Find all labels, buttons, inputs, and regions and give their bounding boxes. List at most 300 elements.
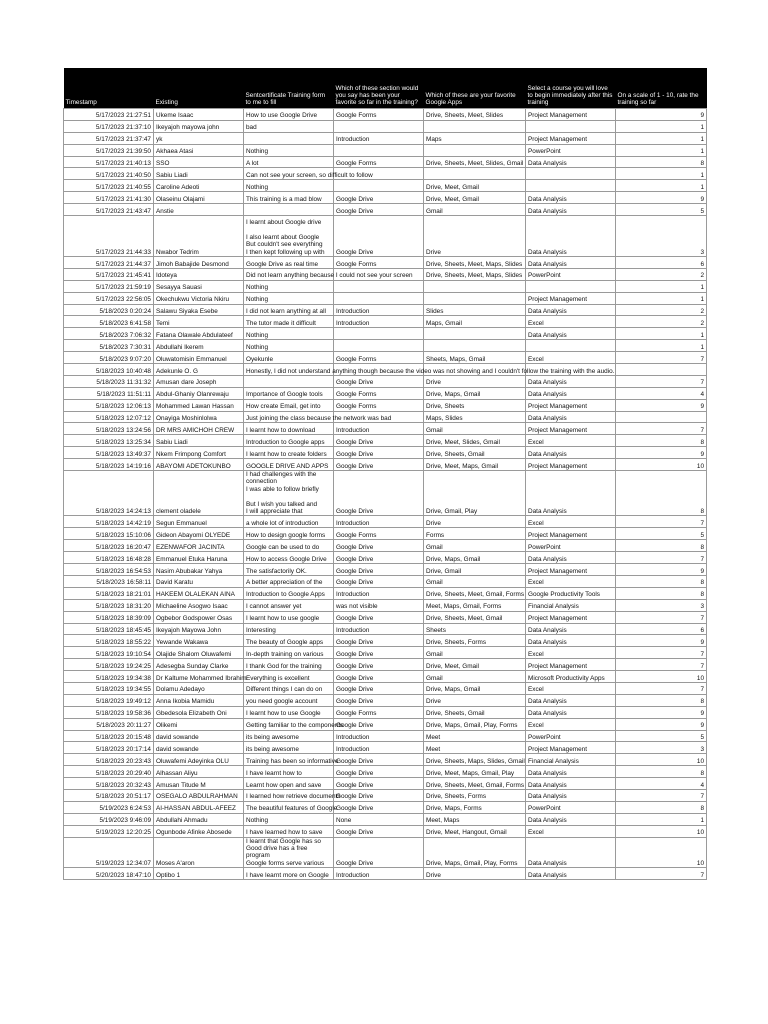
table-row[interactable]: [64, 459, 707, 471]
comment-cell[interactable]: Did not learn anything because I could not see your screen: [244, 268, 334, 280]
name-cell[interactable]: Ogunbode Afinke Abosede: [154, 825, 244, 837]
course-cell[interactable]: Data Analysis: [526, 552, 616, 564]
section-cell[interactable]: Google Drive: [334, 204, 424, 216]
comment-cell[interactable]: How to design google forms: [244, 528, 334, 540]
comment-cell[interactable]: I have learnt more on Google: [244, 868, 334, 880]
name-cell[interactable]: Olaseinu Olajami: [154, 192, 244, 204]
rating-cell[interactable]: 6: [616, 623, 707, 635]
course-cell[interactable]: Data Analysis: [526, 623, 616, 635]
section-cell[interactable]: Google Forms: [334, 257, 424, 269]
apps-cell[interactable]: Drive, Maps, Gmail, Play, Forms: [424, 718, 526, 730]
course-cell[interactable]: Excel: [526, 435, 616, 447]
timestamp-cell[interactable]: 5/18/2023 20:23:43: [64, 754, 154, 766]
comment-cell[interactable]: Nothing: [244, 340, 334, 352]
comment-cell[interactable]: I did not learn anything at all: [244, 304, 334, 316]
table-row[interactable]: [64, 340, 707, 352]
apps-cell[interactable]: [424, 144, 526, 156]
timestamp-cell[interactable]: 5/17/2023 21:44:33: [64, 216, 154, 257]
comment-cell[interactable]: bad: [244, 120, 334, 132]
timestamp-cell[interactable]: 5/18/2023 6:41:58: [64, 316, 154, 328]
rating-cell[interactable]: 1: [616, 180, 707, 192]
timestamp-cell[interactable]: 5/18/2023 14:42:19: [64, 516, 154, 528]
name-cell[interactable]: DR MRS AMICHOH CREW: [154, 423, 244, 435]
comment-cell[interactable]: Importance of Google tools: [244, 387, 334, 399]
section-cell[interactable]: Google Forms: [334, 706, 424, 718]
name-cell[interactable]: Dolamu Adedayo: [154, 682, 244, 694]
table-row[interactable]: [64, 120, 707, 132]
header-next-course[interactable]: Select a course you will love to begin immediately after this training: [526, 68, 616, 109]
header-certificate-form[interactable]: Sentcertificate Training form to me to fill: [244, 68, 334, 109]
section-cell[interactable]: Google Drive: [334, 471, 424, 516]
name-cell[interactable]: Sabiu Liadi: [154, 168, 244, 180]
table-row[interactable]: [64, 778, 707, 790]
apps-cell[interactable]: Drive, Gmail, Play: [424, 471, 526, 516]
name-cell[interactable]: SSO: [154, 156, 244, 168]
timestamp-cell[interactable]: 5/18/2023 19:49:12: [64, 694, 154, 706]
timestamp-cell[interactable]: 5/19/2023 12:34:07: [64, 837, 154, 868]
name-cell[interactable]: Amusan dare Joseph: [154, 375, 244, 387]
course-cell[interactable]: PowerPoint: [526, 540, 616, 552]
course-cell[interactable]: Excel: [526, 647, 616, 659]
section-cell[interactable]: Google Drive: [334, 447, 424, 459]
course-cell[interactable]: [526, 340, 616, 352]
rating-cell[interactable]: 7: [616, 647, 707, 659]
name-cell[interactable]: Oluwafemi Adeyinka OLU: [154, 754, 244, 766]
course-cell[interactable]: Project Management: [526, 132, 616, 144]
course-cell[interactable]: Data Analysis: [526, 387, 616, 399]
rating-cell[interactable]: 8: [616, 156, 707, 168]
section-cell[interactable]: Google Drive: [334, 552, 424, 564]
comment-cell[interactable]: its being awesome: [244, 742, 334, 754]
course-cell[interactable]: Data Analysis: [526, 216, 616, 257]
course-cell[interactable]: Data Analysis: [526, 694, 616, 706]
rating-cell[interactable]: 1: [616, 132, 707, 144]
rating-cell[interactable]: 10: [616, 671, 707, 683]
rating-cell[interactable]: 10: [616, 837, 707, 868]
section-cell[interactable]: Google Drive: [334, 837, 424, 868]
rating-cell[interactable]: 8: [616, 766, 707, 778]
timestamp-cell[interactable]: 5/18/2023 12:06:13: [64, 399, 154, 411]
rating-cell[interactable]: 8: [616, 801, 707, 813]
comment-cell[interactable]: Everything is excellent: [244, 671, 334, 683]
apps-cell[interactable]: Drive, Maps, Gmail, Play, Forms: [424, 837, 526, 868]
timestamp-cell[interactable]: 5/18/2023 11:31:32: [64, 375, 154, 387]
rating-cell[interactable]: 8: [616, 587, 707, 599]
section-cell[interactable]: [334, 292, 424, 304]
comment-cell[interactable]: I learnt how to create folders: [244, 447, 334, 459]
apps-cell[interactable]: Meet, Maps, Gmail, Forms: [424, 599, 526, 611]
course-cell[interactable]: PowerPoint: [526, 801, 616, 813]
apps-cell[interactable]: Drive: [424, 216, 526, 257]
name-cell[interactable]: ABAYOMI ADETOKUNBO: [154, 459, 244, 471]
course-cell[interactable]: Data Analysis: [526, 375, 616, 387]
course-cell[interactable]: Excel: [526, 682, 616, 694]
comment-cell[interactable]: [244, 204, 334, 216]
course-cell[interactable]: Microsoft Productivity Apps: [526, 671, 616, 683]
rating-cell[interactable]: 1: [616, 144, 707, 156]
course-cell[interactable]: Project Management: [526, 611, 616, 623]
comment-cell[interactable]: Just joining the class because the network was bad: [244, 411, 334, 423]
course-cell[interactable]: Data Analysis: [526, 706, 616, 718]
apps-cell[interactable]: [424, 340, 526, 352]
table-row[interactable]: [64, 868, 707, 880]
table-row[interactable]: [64, 635, 707, 647]
table-row[interactable]: [64, 599, 707, 611]
course-cell[interactable]: Excel: [526, 352, 616, 364]
name-cell[interactable]: Salawu Siyaka Esebe: [154, 304, 244, 316]
rating-cell[interactable]: 8: [616, 694, 707, 706]
comment-cell[interactable]: I learnt how to download: [244, 423, 334, 435]
name-cell[interactable]: Temi: [154, 316, 244, 328]
course-cell[interactable]: [526, 180, 616, 192]
timestamp-cell[interactable]: 5/17/2023 21:43:47: [64, 204, 154, 216]
table-row[interactable]: [64, 528, 707, 540]
name-cell[interactable]: Nkem Frimpong Comfort: [154, 447, 244, 459]
section-cell[interactable]: Introduction: [334, 742, 424, 754]
comment-cell[interactable]: Nothing: [244, 144, 334, 156]
name-cell[interactable]: HAKEEM OLALEKAN AINA: [154, 587, 244, 599]
apps-cell[interactable]: Drive, Gmail: [424, 564, 526, 576]
rating-cell[interactable]: 8: [616, 435, 707, 447]
table-row[interactable]: [64, 471, 707, 516]
rating-cell[interactable]: 7: [616, 868, 707, 880]
table-row[interactable]: [64, 718, 707, 730]
name-cell[interactable]: Ikeyajoh Mayowa John: [154, 623, 244, 635]
table-row[interactable]: [64, 540, 707, 552]
comment-cell[interactable]: Training has been so informative: [244, 754, 334, 766]
section-cell[interactable]: Google Drive: [334, 659, 424, 671]
course-cell[interactable]: Excel: [526, 718, 616, 730]
timestamp-cell[interactable]: 5/18/2023 18:21:01: [64, 587, 154, 599]
comment-cell[interactable]: I have learnt how to: [244, 766, 334, 778]
comment-cell[interactable]: In-depth training on various: [244, 647, 334, 659]
course-cell[interactable]: Data Analysis: [526, 766, 616, 778]
section-cell[interactable]: [334, 144, 424, 156]
name-cell[interactable]: david sowande: [154, 742, 244, 754]
timestamp-cell[interactable]: 5/18/2023 7:30:31: [64, 340, 154, 352]
course-cell[interactable]: Project Management: [526, 659, 616, 671]
apps-cell[interactable]: Drive, Maps, Gmail: [424, 387, 526, 399]
table-row[interactable]: [64, 156, 707, 168]
timestamp-cell[interactable]: 5/17/2023 21:37:47: [64, 132, 154, 144]
name-cell[interactable]: Moses A'aron: [154, 837, 244, 868]
name-cell[interactable]: clement oladele: [154, 471, 244, 516]
apps-cell[interactable]: Drive, Sheets: [424, 399, 526, 411]
name-cell[interactable]: Sesayya Sauasi: [154, 280, 244, 292]
section-cell[interactable]: Google Drive: [334, 825, 424, 837]
comment-cell[interactable]: A lot: [244, 156, 334, 168]
apps-cell[interactable]: Drive: [424, 375, 526, 387]
rating-cell[interactable]: 7: [616, 789, 707, 801]
name-cell[interactable]: yk: [154, 132, 244, 144]
name-cell[interactable]: Segun Emmanuel: [154, 516, 244, 528]
timestamp-cell[interactable]: 5/18/2023 0:20:24: [64, 304, 154, 316]
section-cell[interactable]: Google Drive: [334, 216, 424, 257]
course-cell[interactable]: Data Analysis: [526, 778, 616, 790]
course-cell[interactable]: Project Management: [526, 564, 616, 576]
course-cell[interactable]: Project Management: [526, 459, 616, 471]
name-cell[interactable]: Nasim Abubakar Yahya: [154, 564, 244, 576]
rating-cell[interactable]: 5: [616, 204, 707, 216]
timestamp-cell[interactable]: 5/18/2023 18:45:45: [64, 623, 154, 635]
timestamp-cell[interactable]: 5/18/2023 16:48:28: [64, 552, 154, 564]
section-cell[interactable]: Google Drive: [334, 192, 424, 204]
rating-cell[interactable]: 2: [616, 316, 707, 328]
rating-cell[interactable]: [616, 411, 707, 423]
comment-cell[interactable]: [244, 375, 334, 387]
table-row[interactable]: [64, 516, 707, 528]
rating-cell[interactable]: 1: [616, 813, 707, 825]
table-row[interactable]: [64, 280, 707, 292]
apps-cell[interactable]: Gmail: [424, 575, 526, 587]
section-cell[interactable]: Google Drive: [334, 766, 424, 778]
section-cell[interactable]: None: [334, 813, 424, 825]
rating-cell[interactable]: 8: [616, 540, 707, 552]
name-cell[interactable]: Ukeme Isaac: [154, 109, 244, 121]
name-cell[interactable]: Michaeline Asogwo Isaac: [154, 599, 244, 611]
apps-cell[interactable]: Gmail: [424, 204, 526, 216]
timestamp-cell[interactable]: 5/18/2023 9:07:20: [64, 352, 154, 364]
table-row[interactable]: [64, 132, 707, 144]
section-cell[interactable]: Google Forms: [334, 109, 424, 121]
timestamp-cell[interactable]: 5/18/2023 16:58:11: [64, 575, 154, 587]
section-cell[interactable]: Google Drive: [334, 682, 424, 694]
name-cell[interactable]: Akhaea Atasi: [154, 144, 244, 156]
name-cell[interactable]: Anstie: [154, 204, 244, 216]
comment-cell[interactable]: Interesting: [244, 623, 334, 635]
table-row[interactable]: [64, 706, 707, 718]
name-cell[interactable]: AI-HASSAN ABDUL-AFEEZ: [154, 801, 244, 813]
comment-cell[interactable]: How to access Google Drive: [244, 552, 334, 564]
apps-cell[interactable]: Drive, Meet, Maps, Gmail, Play: [424, 766, 526, 778]
name-cell[interactable]: Dr Kaltume Mohammed Ibrahim: [154, 671, 244, 683]
timestamp-cell[interactable]: 5/17/2023 21:44:37: [64, 257, 154, 269]
comment-cell[interactable]: I learnt about Google drive I also learnt about Google But couldn't see everything I then kept following up with: [244, 216, 334, 257]
header-timestamp[interactable]: Timestamp: [64, 68, 154, 109]
apps-cell[interactable]: Gmail: [424, 671, 526, 683]
timestamp-cell[interactable]: 5/18/2023 11:51:11: [64, 387, 154, 399]
name-cell[interactable]: Okechukwu Victoria Nkiru: [154, 292, 244, 304]
apps-cell[interactable]: Drive, Maps, Gmail: [424, 552, 526, 564]
rating-cell[interactable]: [616, 364, 707, 376]
timestamp-cell[interactable]: 5/18/2023 13:24:56: [64, 423, 154, 435]
section-cell[interactable]: Google Forms: [334, 387, 424, 399]
comment-cell[interactable]: Nothing: [244, 280, 334, 292]
timestamp-cell[interactable]: 5/18/2023 20:51:17: [64, 789, 154, 801]
course-cell[interactable]: Data Analysis: [526, 868, 616, 880]
rating-cell[interactable]: 7: [616, 611, 707, 623]
timestamp-cell[interactable]: 5/17/2023 22:56:05: [64, 292, 154, 304]
apps-cell[interactable]: Gmail: [424, 423, 526, 435]
section-cell[interactable]: Google Forms: [334, 352, 424, 364]
apps-cell[interactable]: Drive, Meet, Slides, Gmail: [424, 435, 526, 447]
course-cell[interactable]: Data Analysis: [526, 635, 616, 647]
section-cell[interactable]: Google Drive: [334, 540, 424, 552]
timestamp-cell[interactable]: 5/18/2023 13:49:37: [64, 447, 154, 459]
timestamp-cell[interactable]: 5/17/2023 21:39:50: [64, 144, 154, 156]
timestamp-cell[interactable]: 5/18/2023 12:07:12: [64, 411, 154, 423]
table-row[interactable]: [64, 813, 707, 825]
table-row[interactable]: [64, 671, 707, 683]
rating-cell[interactable]: 7: [616, 352, 707, 364]
comment-cell[interactable]: Can not see your screen, so difficult to follow: [244, 168, 334, 180]
header-rating[interactable]: On a scale of 1 - 10, rate the training so far: [616, 68, 707, 109]
name-cell[interactable]: Yewande Wakawa: [154, 635, 244, 647]
apps-cell[interactable]: Drive, Sheets, Forms: [424, 789, 526, 801]
timestamp-cell[interactable]: 5/17/2023 21:40:50: [64, 168, 154, 180]
apps-cell[interactable]: Drive: [424, 868, 526, 880]
apps-cell[interactable]: [424, 168, 526, 180]
name-cell[interactable]: Ikeyajoh mayowa john: [154, 120, 244, 132]
table-row[interactable]: [64, 623, 707, 635]
table-row[interactable]: [64, 328, 707, 340]
table-row[interactable]: [64, 411, 707, 423]
rating-cell[interactable]: 7: [616, 659, 707, 671]
table-row[interactable]: [64, 766, 707, 778]
comment-cell[interactable]: Nothing: [244, 813, 334, 825]
section-cell[interactable]: was not visible: [334, 599, 424, 611]
timestamp-cell[interactable]: 5/19/2023 12:20:25: [64, 825, 154, 837]
section-cell[interactable]: Google Drive: [334, 789, 424, 801]
section-cell[interactable]: [334, 180, 424, 192]
apps-cell[interactable]: Meet: [424, 742, 526, 754]
comment-cell[interactable]: A better appreciation of the: [244, 575, 334, 587]
course-cell[interactable]: PowerPoint: [526, 144, 616, 156]
timestamp-cell[interactable]: 5/18/2023 19:34:38: [64, 671, 154, 683]
rating-cell[interactable]: 9: [616, 109, 707, 121]
table-row[interactable]: [64, 730, 707, 742]
course-cell[interactable]: Data Analysis: [526, 813, 616, 825]
section-cell[interactable]: Google Drive: [334, 435, 424, 447]
header-existing[interactable]: Existing: [154, 68, 244, 109]
course-cell[interactable]: Data Analysis: [526, 257, 616, 269]
timestamp-cell[interactable]: 5/18/2023 16:20:47: [64, 540, 154, 552]
comment-cell[interactable]: GOOGLE DRIVE AND APPS: [244, 459, 334, 471]
apps-cell[interactable]: Drive, Maps, Forms: [424, 801, 526, 813]
name-cell[interactable]: EZENWAFOR JACINTA: [154, 540, 244, 552]
table-row[interactable]: [64, 647, 707, 659]
comment-cell[interactable]: Nothing: [244, 328, 334, 340]
name-cell[interactable]: david sowande: [154, 730, 244, 742]
rating-cell[interactable]: 9: [616, 447, 707, 459]
section-cell[interactable]: Google Drive: [334, 671, 424, 683]
comment-cell[interactable]: [244, 132, 334, 144]
apps-cell[interactable]: Drive, Meet, Maps, Gmail: [424, 459, 526, 471]
apps-cell[interactable]: Drive, Maps, Gmail: [424, 682, 526, 694]
course-cell[interactable]: Data Analysis: [526, 789, 616, 801]
comment-cell[interactable]: Nothing: [244, 180, 334, 192]
course-cell[interactable]: Excel: [526, 825, 616, 837]
table-row[interactable]: [64, 447, 707, 459]
apps-cell[interactable]: Drive, Sheets, Forms: [424, 635, 526, 647]
timestamp-cell[interactable]: 5/19/2023 6:24:53: [64, 801, 154, 813]
table-row[interactable]: [64, 789, 707, 801]
apps-cell[interactable]: Drive, Meet, Gmail: [424, 192, 526, 204]
rating-cell[interactable]: 4: [616, 778, 707, 790]
table-row[interactable]: [64, 144, 707, 156]
section-cell[interactable]: Google Forms: [334, 528, 424, 540]
timestamp-cell[interactable]: 5/18/2023 20:11:27: [64, 718, 154, 730]
comment-cell[interactable]: Getting familiar to the components: [244, 718, 334, 730]
apps-cell[interactable]: [424, 120, 526, 132]
apps-cell[interactable]: Maps, Slides: [424, 411, 526, 423]
comment-cell[interactable]: you need google account: [244, 694, 334, 706]
section-cell[interactable]: Introduction: [334, 623, 424, 635]
timestamp-cell[interactable]: 5/17/2023 21:59:19: [64, 280, 154, 292]
name-cell[interactable]: Fatana Olawale Abdulateef: [154, 328, 244, 340]
name-cell[interactable]: Abdul-Ghaniy Olanrewaju: [154, 387, 244, 399]
section-cell[interactable]: Google Drive: [334, 718, 424, 730]
timestamp-cell[interactable]: 5/18/2023 19:24:25: [64, 659, 154, 671]
section-cell[interactable]: [334, 120, 424, 132]
timestamp-cell[interactable]: 5/18/2023 18:39:09: [64, 611, 154, 623]
name-cell[interactable]: Adekunle O. G: [154, 364, 244, 376]
name-cell[interactable]: OSEGALO ABDULRAHMAN: [154, 789, 244, 801]
apps-cell[interactable]: Meet: [424, 730, 526, 742]
section-cell[interactable]: Google Forms: [334, 156, 424, 168]
table-row[interactable]: [64, 216, 707, 257]
comment-cell[interactable]: I learnt how to use Google: [244, 706, 334, 718]
table-row[interactable]: [64, 352, 707, 364]
name-cell[interactable]: Olajide Shalom Oluwafemi: [154, 647, 244, 659]
section-cell[interactable]: Google Drive: [334, 694, 424, 706]
apps-cell[interactable]: Forms: [424, 528, 526, 540]
timestamp-cell[interactable]: 5/18/2023 20:17:14: [64, 742, 154, 754]
timestamp-cell[interactable]: 5/18/2023 19:34:55: [64, 682, 154, 694]
apps-cell[interactable]: [424, 328, 526, 340]
timestamp-cell[interactable]: 5/18/2023 20:29:40: [64, 766, 154, 778]
section-cell[interactable]: Introduction: [334, 423, 424, 435]
comment-cell[interactable]: How to use Google Drive: [244, 109, 334, 121]
comment-cell[interactable]: The beauty of Google apps: [244, 635, 334, 647]
timestamp-cell[interactable]: 5/17/2023 21:45:41: [64, 268, 154, 280]
comment-cell[interactable]: Learnt how open and save: [244, 778, 334, 790]
comment-cell[interactable]: I learned how retrieve documents: [244, 789, 334, 801]
header-favorite-section[interactable]: Which of these section would you say has been your favorite so far in the training?: [334, 68, 424, 109]
comment-cell[interactable]: a whole lot of introduction: [244, 516, 334, 528]
comment-cell[interactable]: I had challenges with the connection I was able to follow briefly But I wish you talked and I will appreciate that: [244, 471, 334, 516]
apps-cell[interactable]: Drive, Meet, Hangout, Gmail: [424, 825, 526, 837]
apps-cell[interactable]: Drive, Sheets, Meet, Maps, Slides: [424, 257, 526, 269]
apps-cell[interactable]: Drive, Sheets, Meet, Gmail, Forms: [424, 778, 526, 790]
table-row[interactable]: [64, 694, 707, 706]
table-row[interactable]: [64, 399, 707, 411]
section-cell[interactable]: Introduction: [334, 516, 424, 528]
rating-cell[interactable]: 1: [616, 328, 707, 340]
name-cell[interactable]: Adesegba Sunday Clarke: [154, 659, 244, 671]
course-cell[interactable]: Financial Analysis: [526, 754, 616, 766]
name-cell[interactable]: Oluwatomisin Emmanuel: [154, 352, 244, 364]
apps-cell[interactable]: Drive, Sheets, Meet, Slides, Gmail: [424, 156, 526, 168]
comment-cell[interactable]: The satisfactorily OK.: [244, 564, 334, 576]
course-cell[interactable]: Project Management: [526, 742, 616, 754]
table-row[interactable]: [64, 168, 707, 180]
comment-cell[interactable]: Introduction to Google apps: [244, 435, 334, 447]
course-cell[interactable]: [526, 120, 616, 132]
apps-cell[interactable]: Sheets: [424, 623, 526, 635]
timestamp-cell[interactable]: 5/18/2023 16:54:53: [64, 564, 154, 576]
comment-cell[interactable]: I learnt how to use google: [244, 611, 334, 623]
apps-cell[interactable]: Drive, Sheets, Meet, Gmail, Forms: [424, 587, 526, 599]
timestamp-cell[interactable]: 5/17/2023 21:40:55: [64, 180, 154, 192]
apps-cell[interactable]: Drive, Sheets, Gmail: [424, 447, 526, 459]
name-cell[interactable]: Onayiga Moshinlolwa: [154, 411, 244, 423]
name-cell[interactable]: Olikemi: [154, 718, 244, 730]
comment-cell[interactable]: The beautiful features of Google: [244, 801, 334, 813]
table-row[interactable]: [64, 587, 707, 599]
timestamp-cell[interactable]: 5/18/2023 15:10:06: [64, 528, 154, 540]
name-cell[interactable]: Idoteya: [154, 268, 244, 280]
